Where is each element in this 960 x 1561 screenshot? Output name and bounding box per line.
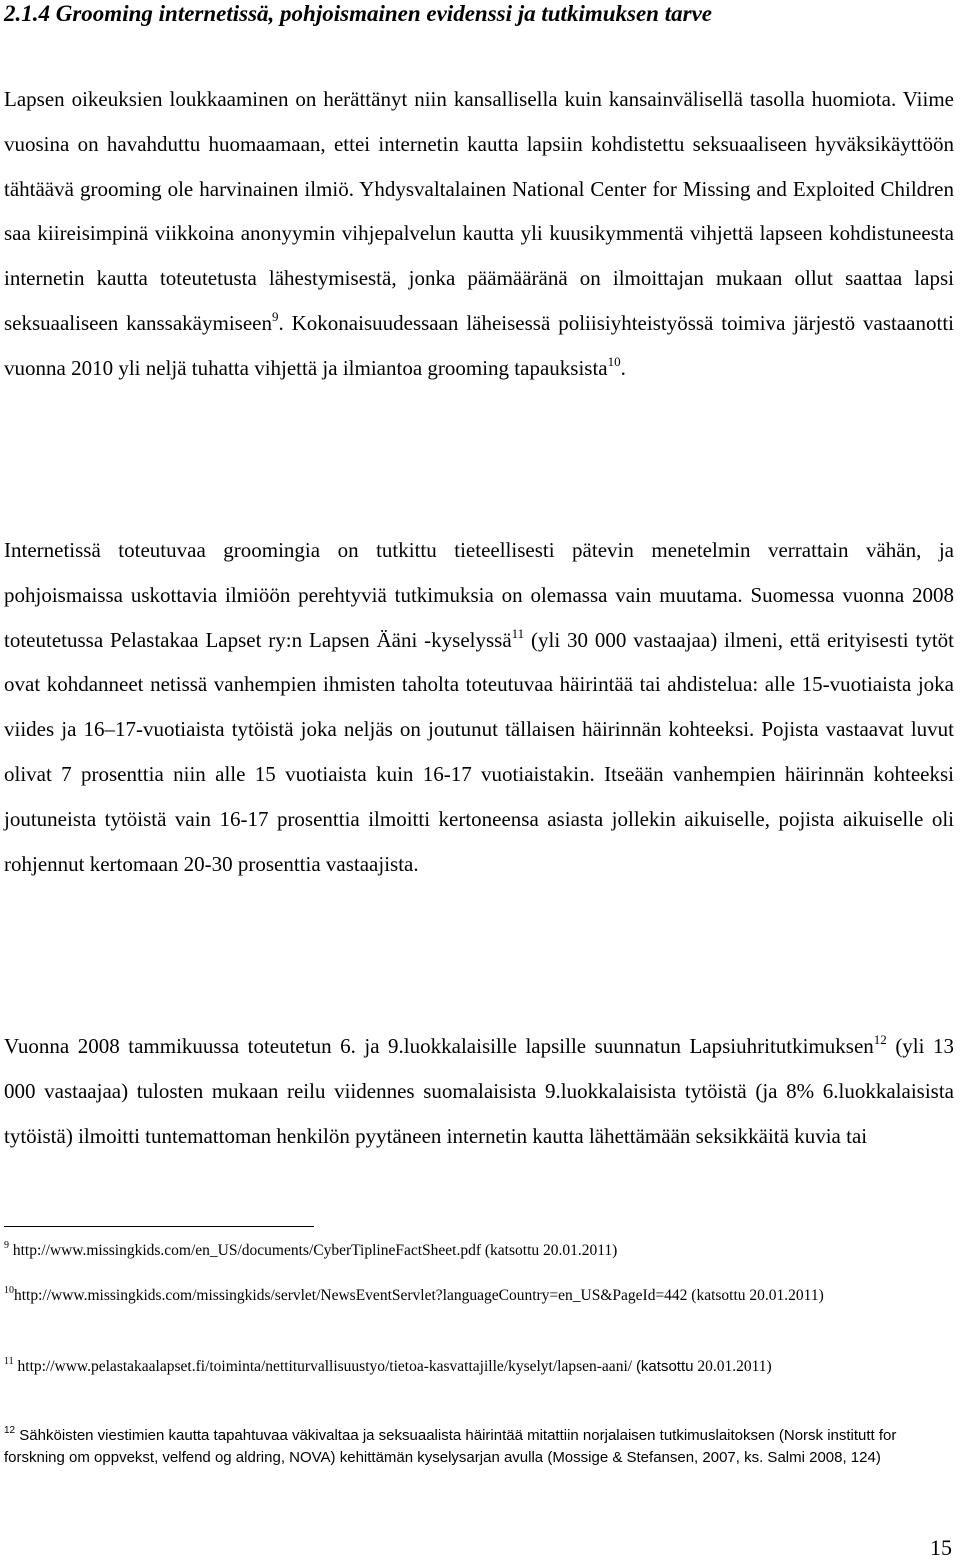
paragraph-1-text-c: . bbox=[620, 355, 626, 380]
footnote-11 bbox=[4, 1356, 954, 1378]
footnote-12 bbox=[4, 1425, 954, 1469]
footnote-ref-9[interactable]: 9 bbox=[271, 308, 279, 324]
footnote-10-mark: 10 bbox=[4, 1285, 14, 1296]
page-number: 15 bbox=[930, 1535, 952, 1560]
footnote-9 bbox=[4, 1240, 954, 1262]
footnote-10 bbox=[4, 1285, 954, 1307]
footnote-divider bbox=[4, 1226, 314, 1227]
paragraph-3 bbox=[4, 1024, 954, 1158]
paragraph-2-text-b: (yli 30 000 vastaajaa) ilmeni, että erityisesti tytöt ovat kohdanneet netissä vanhempien ihmisten taholta toteutuvaa häirintää tai ahdistelua: alle 15-vuotiaista joka viides ja 16–17-vuotiaista tytöistä joka neljäs on joutunut tällaisen häirinnän kohteeksi. Pojista vastaavat luvut olivat 7 prosenttia niin alle 15 vuotiaista kuin 16-17 vuotiaistakin. Itseään vanhempien häirinnän kohteeksi joutuneista tytöistä vain 16-17 prosenttia ilmoitti kertoneensa asiasta jollekin aikuiselle, pojista aikuiselle oli rohjennut kertomaan 20-30 prosenttia vastaajista. bbox=[4, 627, 954, 876]
paragraph-3-text-b: (yli 13 000 vastaajaa) tulosten mukaan reilu viidennes suomalaisista 9.luokkalaisista tytöistä (ja 8% 6.luokkalaisista tytöistä) ilmoitti tuntemattoman henkilön pyytäneen internetin kautta lähettämään seksikkäitä kuvia tai bbox=[4, 1034, 954, 1148]
footnote-ref-10[interactable]: 10 bbox=[607, 353, 621, 369]
footnote-11-note: (katsottu bbox=[635, 1358, 694, 1375]
paragraph-2-text-a: Internetissä toteutuvaa groomingia on tutkittu tieteellisesti pätevin menetelmin verrattain vähän, ja pohjoismaissa uskottavia ilmiöön perehtyviä tutkimuksia on olemassa vain muutama. Suomessa vuonna 2008 toteutetussa Pelastakaa Lapset ry:n Lapsen Ääni -kyselyssä bbox=[4, 538, 954, 652]
footnote-12-mark: 12 bbox=[4, 1425, 16, 1436]
footnote-ref-11[interactable]: 11 bbox=[511, 625, 525, 641]
paragraph-1-text-a: Lapsen oikeuksien loukkaaminen on herättänyt niin kansallisella kuin kansainvälisellä tasolla huomiota. Viime vuosina on havahduttu huomaamaan, ettei internetin kautta lapsiin kohdistettu seksuaaliseen hyväksikäyttöön tähtäävä grooming ole harvinainen ilmiö. Yhdysvaltalainen National Center for Missing and Exploited Children saa kiireisimpinä viikkoina anonyymin vihjepalvelun kautta yli kuusikymmentä vihjettä lapseen kohdistuneesta internetin kautta toteutetusta lähestymisestä, jonka päämääränä on ilmoittajan mukaan ollut saattaa lapsi seksuaaliseen kanssakäymiseen bbox=[4, 87, 954, 335]
footnote-9-mark: 9 bbox=[4, 1240, 9, 1251]
footnote-11-text[interactable]: http://www.pelastakaalapset.fi/toiminta/nettiturvallisuustyo/tietoa-kasvattajille/kyselyt/lapsen-aani/ bbox=[13, 1358, 636, 1375]
footnote-11-mark: 11 bbox=[4, 1356, 14, 1367]
footnote-ref-12[interactable]: 12 bbox=[873, 1032, 887, 1047]
footnote-9-text[interactable]: http://www.missingkids.com/en_US/documents/CyberTiplineFactSheet.pdf (katsottu 20.01.2011) bbox=[9, 1242, 618, 1259]
paragraph-1 bbox=[4, 77, 954, 391]
footnote-12-text: Sähköisten viestimien kautta tapahtuvaa väkivaltaa ja seksuaalista häirintää mitattiin norjalaisen tutkimuslaitoksen (Norsk institutt for forskning om oppvekst, velfend og aldring, NOVA) kehittämän kyselysarjan avulla (Mossige & Stefansen, 2007, ks. Salmi 2008, 124) bbox=[4, 1427, 897, 1466]
paragraph-3-text-a: Vuonna 2008 tammikuussa toteutetun 6. ja 9.luokkalaisille lapsille suunnatun Lapsiuhritutkimuksen bbox=[4, 1034, 874, 1058]
footnote-10-text[interactable]: http://www.missingkids.com/missingkids/servlet/NewsEventServlet?languageCountry=en_US&PageId=442 (katsottu 20.01.2011) bbox=[14, 1287, 824, 1304]
section-heading: 2.1.4 Grooming internetissä, pohjoismainen evidenssi ja tutkimuksen tarve bbox=[4, 1, 712, 26]
footnote-11-date: 20.01.2011) bbox=[693, 1358, 772, 1375]
paragraph-1-text-b: . Kokonaisuudessaan läheisessä poliisiyhteistyössä toimiva järjestö vastaanotti vuonna 2010 yli neljä tuhatta vihjettä ja ilmiantoa grooming tapauksista bbox=[4, 310, 954, 380]
paragraph-2 bbox=[4, 528, 954, 886]
